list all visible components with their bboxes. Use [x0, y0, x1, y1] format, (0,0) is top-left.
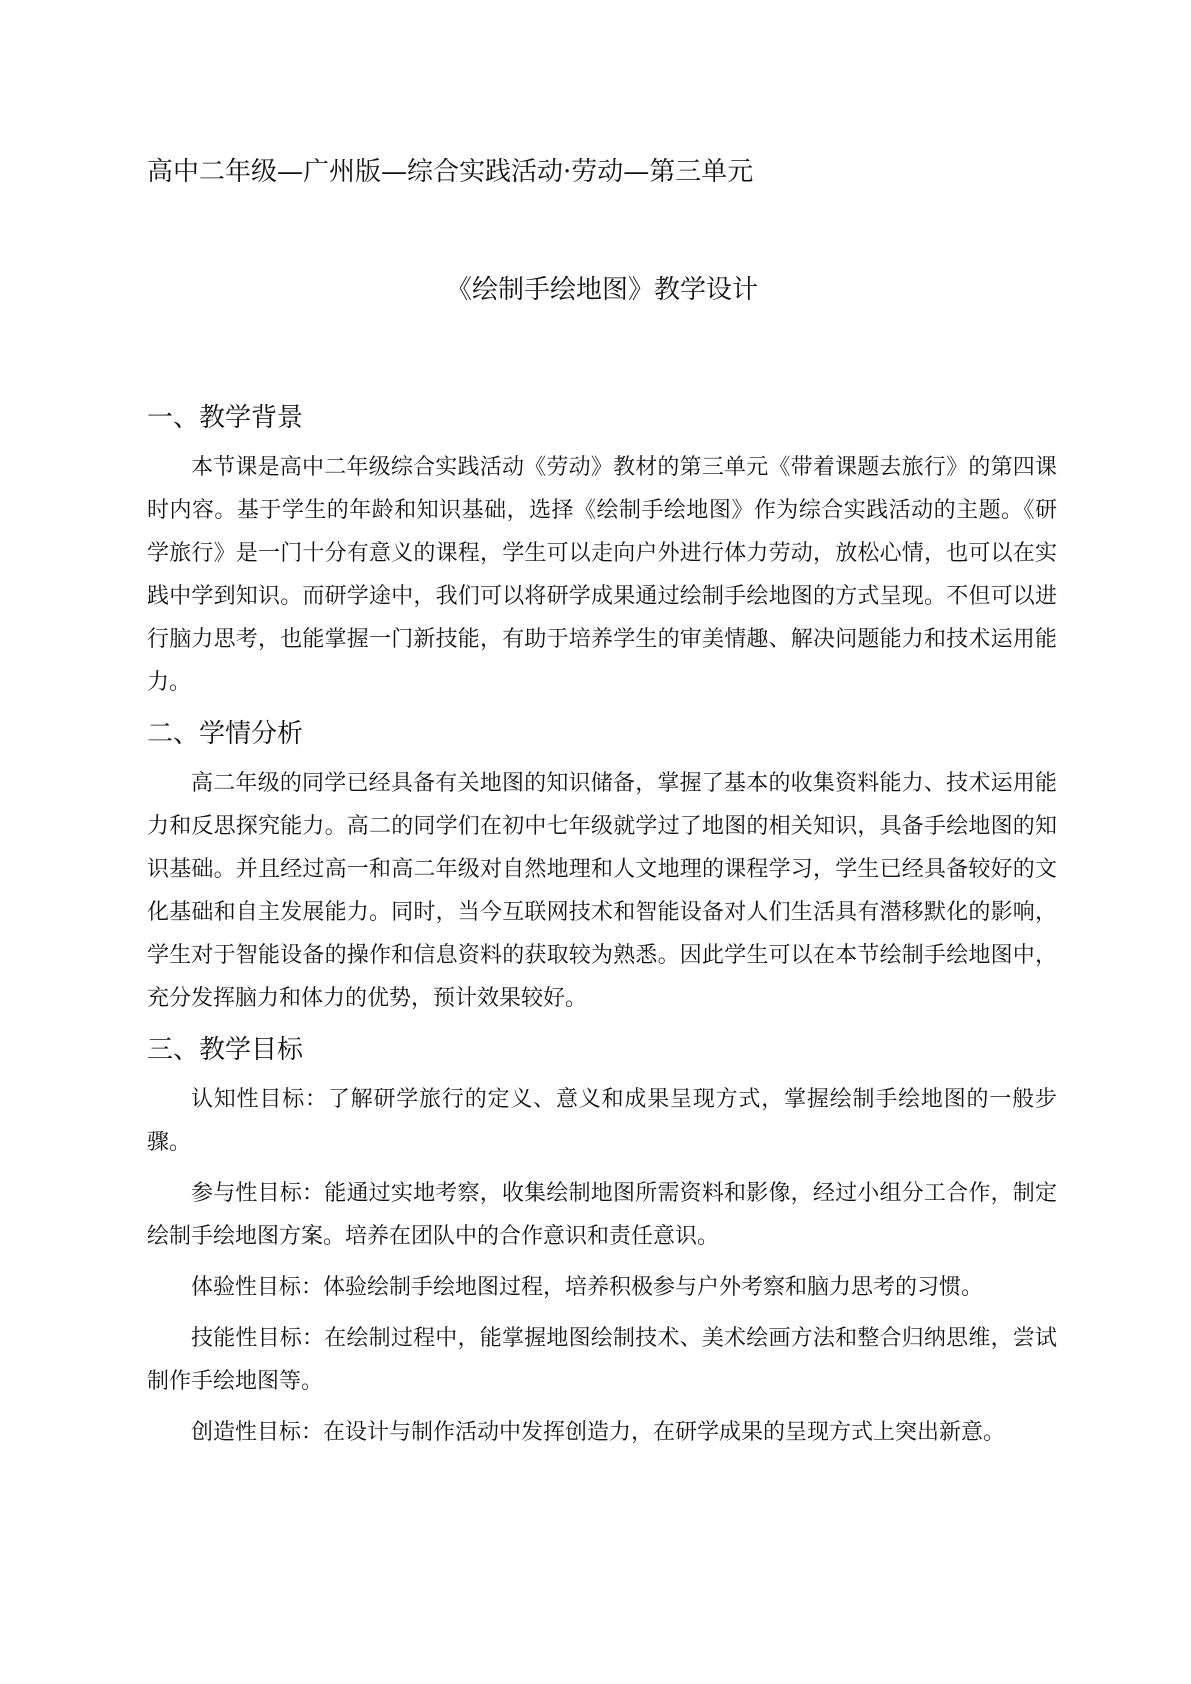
goal-cognitive: 认知性目标：了解研学旅行的定义、意义和成果呈现方式，掌握绘制手绘地图的一般步骤。	[147, 1087, 1057, 1155]
document-page	[147, 0, 1057, 1684]
document-body	[147, 398, 1057, 1464]
section-heading: 一、教学背景	[147, 403, 304, 433]
document-title: 《绘制手绘地图》教学设计	[445, 275, 758, 305]
goal-creativity: 创造性目标：在设计与制作活动中发挥创造力，在研学成果的呈现方式上突出新意。	[191, 1420, 1006, 1445]
goal-experience: 体验性目标：体验绘制手绘地图过程，培养积极参与户外考察和脑力思考的习惯。	[191, 1275, 984, 1300]
section-heading: 三、教学目标	[147, 1035, 304, 1065]
paragraph: 高二年级的同学已经具备有关地图的知识储备，掌握了基本的收集资料能力、技术运用能力和反思探究能力。高二的同学们在初中七年级就学过了地图的相关知识，具备手绘地图的知识基础。并且经过高一和高二年级对自然地理和人文地理的课程学习，学生已经具备较好的文化基础和自主发展能力。同时，当今互联网技术和智能设备对人们生活具有潜移默化的影响，学生对于智能设备的操作和信息资料的获取较为熟悉。因此学生可以在本节绘制手绘地图中，充分发挥脑力和体力的优势，预计效果较好。	[147, 771, 1057, 1011]
section-teaching-background	[147, 398, 1057, 704]
paragraph: 本节课是高中二年级综合实践活动《劳动》教材的第三单元《带着课题去旅行》的第四课时内容。基于学生的年龄和知识基础，选择《绘制手绘地图》作为综合实践活动的主题。《研学旅行》是一门十分有意义的课程，学生可以走向户外进行体力劳动，放松心情，也可以在实践中学到知识。而研学途中，我们可以将研学成果通过绘制手绘地图的方式呈现。不但可以进行脑力思考，也能掌握一门新技能，有助于培养学生的审美情趣、解决问题能力和技术运用能力。	[147, 455, 1057, 695]
goal-participation: 参与性目标：能通过实地考察，收集绘制地图所需资料和影像，经过小组分工合作，制定绘制手绘地图方案。培养在团队中的合作意识和责任意识。	[147, 1181, 1057, 1249]
goal-skill: 技能性目标：在绘制过程中，能掌握地图绘制技术、美术绘画方法和整合归纳思维，尝试制作手绘地图等。	[147, 1326, 1057, 1394]
section-teaching-goals	[147, 1030, 1057, 1454]
section-heading: 二、学情分析	[147, 719, 304, 749]
document-header: 高中二年级—广州版—综合实践活动·劳动—第三单元	[147, 157, 754, 187]
section-student-analysis	[147, 714, 1057, 1020]
